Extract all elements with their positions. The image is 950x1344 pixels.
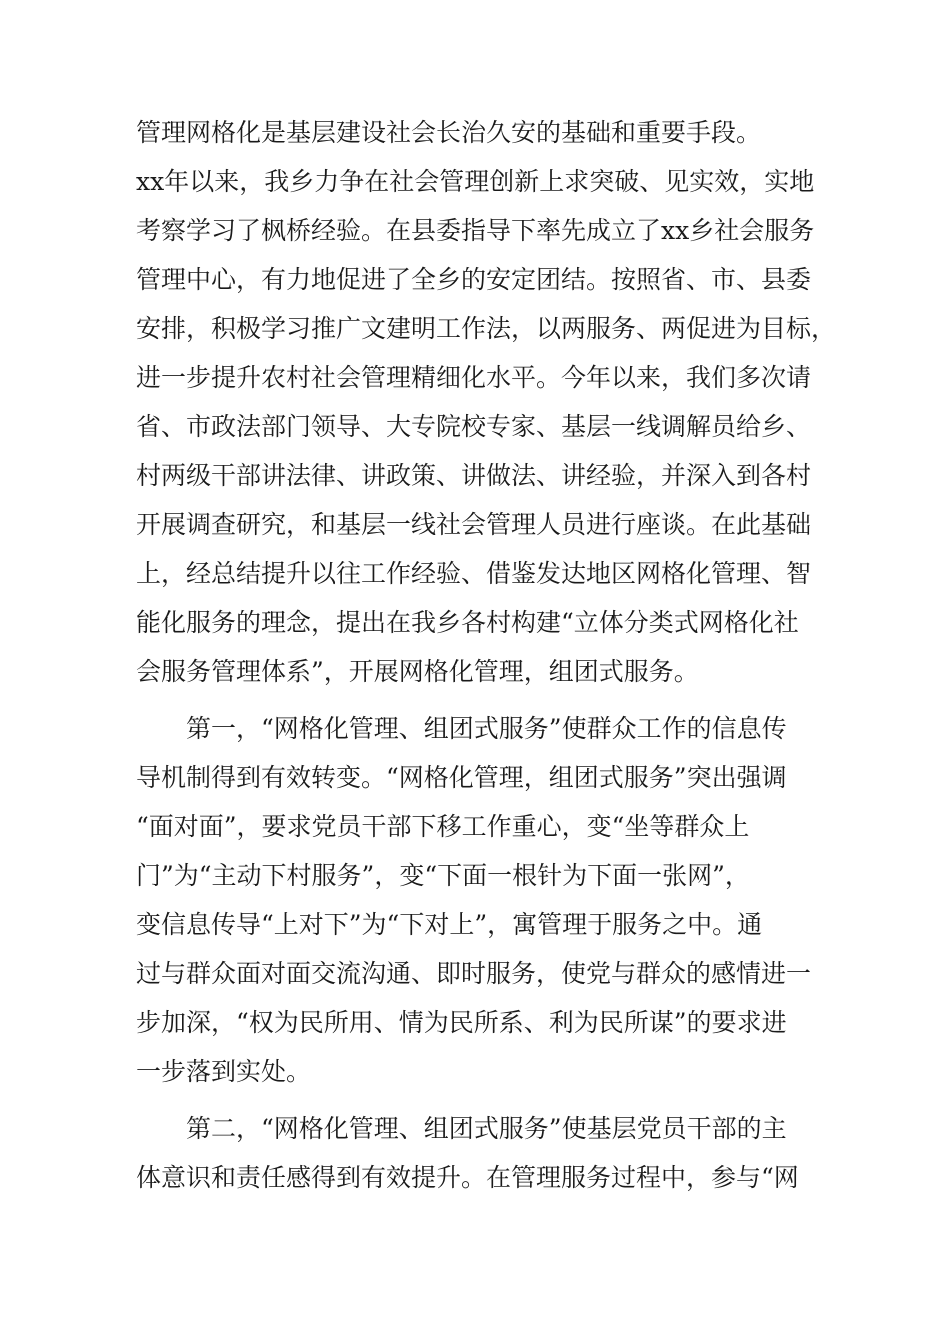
text-line: 步加深，“权为民所用、情为民所系、利为民所谋”的要求进 (136, 1008, 787, 1037)
text-line: 会服务管理体系”，开展网格化管理，组团式服务。 (136, 657, 699, 686)
text-line: 第一，“网格化管理、组团式服务”使群众工作的信息传 (136, 714, 787, 743)
text-line: xx年以来，我乡力争在社会管理创新上求突破、见实效，实地 (136, 167, 815, 196)
text-line: 开展调查研究，和基层一线社会管理人员进行座谈。在此基础 (136, 510, 812, 539)
text-line: 上，经总结提升以往工作经验、借鉴发达地区网格化管理、智 (136, 559, 812, 588)
text-line: 过与群众面对面交流沟通、即时服务，使党与群众的感情进一 (136, 959, 812, 988)
text-line: 第二，“网格化管理、组团式服务”使基层党员干部的主 (136, 1114, 787, 1143)
text-line: 省、市政法部门领导、大专院校专家、基层一线调解员给乡、 (136, 412, 812, 441)
text-line: 体意识和责任感得到有效提升。在管理服务过程中，参与“网 (136, 1163, 799, 1192)
text-line: “面对面”，要求党员干部下移工作重心，变“坐等群众上 (136, 812, 750, 841)
text-line: 一步落到实处。 (136, 1057, 312, 1086)
text-line: 管理网格化是基层建设社会长治久安的基础和重要手段。 (136, 118, 762, 147)
text-line: 考察学习了枫桥经验。在县委指导下率先成立了xx乡社会服务 (136, 216, 815, 245)
text-line: 门”为“主动下村服务”，变“下面一根针为下面一张网”， (136, 861, 750, 890)
text-line: 村两级干部讲法律、讲政策、讲做法、讲经验，并深入到各村 (136, 461, 812, 490)
text-line: 变信息传导“上对下”为“下对上”，寓管理于服务之中。通 (136, 910, 763, 939)
document-body (136, 108, 836, 1202)
text-line: 安排，积极学习推广文建明工作法，以两服务、两促进为目标， (136, 314, 837, 343)
text-line: 能化服务的理念，提出在我乡各村构建“立体分类式网格化社 (136, 608, 799, 637)
text-line: 进一步提升农村社会管理精细化水平。今年以来，我们多次请 (136, 363, 812, 392)
text-line: 导机制得到有效转变。“网格化管理，组团式服务”突出强调 (136, 763, 787, 792)
text-line: 管理中心，有力地促进了全乡的安定团结。按照省、市、县委 (136, 265, 812, 294)
